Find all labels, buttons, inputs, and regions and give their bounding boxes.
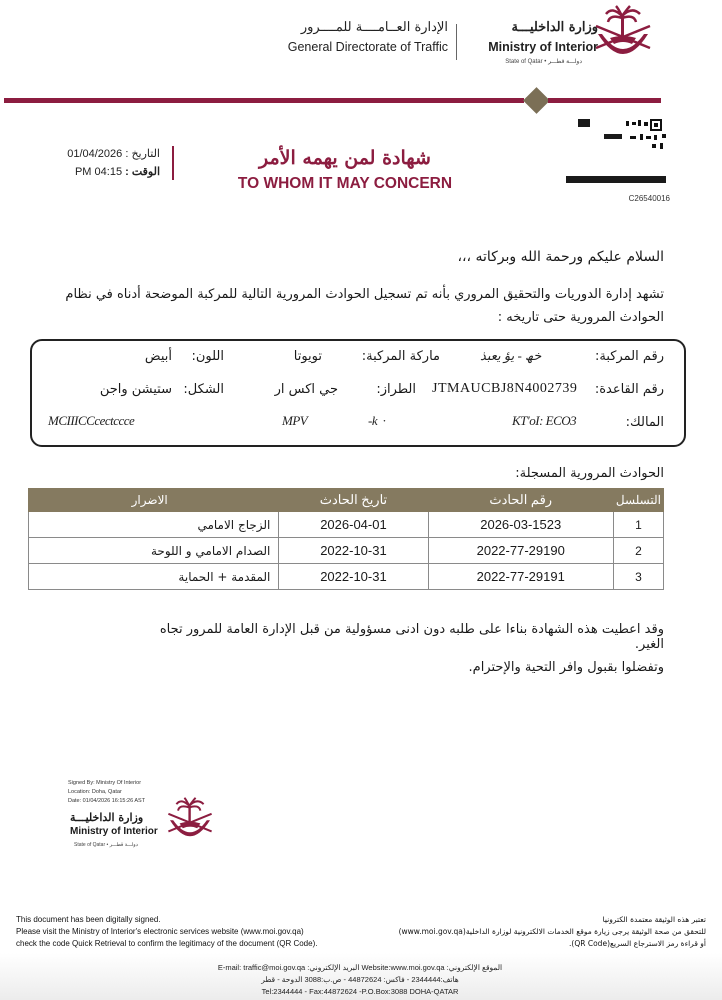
closing-statement: وقد اعطيت هذه الشهادة بناءا على طلبه دون ادنى مسؤولية من قبل الإدارة العامة للمرور تجاه الغير. xyxy=(159,622,664,652)
time-label: الوقت : xyxy=(125,166,160,178)
plate-label: رقم المركبة: xyxy=(595,349,664,364)
date-cell: 2026-04-01 xyxy=(279,512,428,538)
chassis-label: رقم القاعدة: xyxy=(594,382,664,397)
table-row xyxy=(29,564,664,590)
qatar-emblem-icon xyxy=(162,794,218,848)
owner-field-obscured: MPV xyxy=(282,413,308,428)
signed-date: Date: 01/04/2026 16:15:26 AST xyxy=(68,798,146,804)
footer-en-line: check the code Quick Retrieval to confirm the legitimacy of the document (QR Code). xyxy=(16,939,318,948)
seq-cell: 1 xyxy=(613,512,663,538)
footer-ar-line: تعتبر هذه الوثيقة معتمدة الكترونيا xyxy=(602,915,706,924)
intro-paragraph: تشهد إدارة الدوريات والتحقيق المروري بأنه تم تسجيل الحوادث المرورية التالية للمركبة الموضحة أدناه في نظام الحوادث المرورية حتى تاريخه : xyxy=(65,287,664,325)
header-band-diamond xyxy=(523,87,550,114)
qatar-emblem-icon xyxy=(588,4,658,66)
accident-number-cell: 2022-77-29190 xyxy=(428,538,613,564)
footer-ar-line: أو قراءة رمز الاسترجاع السريع(QR Code). xyxy=(569,939,706,948)
footer-en-line: This document has been digitally signed. xyxy=(16,915,161,924)
date-value: 01/04/2026 xyxy=(67,148,123,160)
obscured-mark xyxy=(604,134,622,139)
damage-cell: المقدمة + الحماية xyxy=(29,564,279,590)
model-label: الطراز: xyxy=(376,382,416,397)
signature-moi-arabic: وزارة الداخليـــة xyxy=(70,811,144,824)
model-value: جي اكس ار xyxy=(274,382,338,397)
contact-line: E-mail: traffic@moi.gov.qa :البريد الإلكتروني Website:www.moi.gov.qa :الموقع الإلكتروني xyxy=(217,963,503,972)
table-row xyxy=(29,512,664,538)
table-row xyxy=(29,538,664,564)
signed-by: Signed By: Ministry Of Interior xyxy=(68,780,142,786)
date-label: التاريخ : xyxy=(125,148,160,160)
seq-cell: 3 xyxy=(613,564,663,590)
signature-state-of-qatar: State of Qatar • دولـــة قطـــر xyxy=(74,842,138,848)
shape-value: ستيشن واجن xyxy=(99,382,172,397)
owner-field-obscured: -k · xyxy=(368,413,386,428)
owner-label: المالك: xyxy=(625,415,664,430)
page-title-arabic: شهادة لمن يهمه الأمر xyxy=(259,147,431,169)
owner-id-obscured: KT′oI: ECO3 xyxy=(512,413,577,428)
header-moi-english: Ministry of Interior xyxy=(488,40,598,54)
damage-cell: الصدام الامامي و اللوحة xyxy=(29,538,279,564)
accidents-table xyxy=(28,488,664,590)
contact-line: Tel:2344444 - Fax:44872624 -P.O.Box:3088 DOHA-QATAR xyxy=(261,987,459,996)
make-label: ماركة المركبة: xyxy=(361,349,440,364)
damage-cell: الزجاج الامامي xyxy=(29,512,279,538)
closing-regards: وتفضلوا بقبول وافر التحية والإحترام. xyxy=(468,660,664,675)
time-value: 04:15 PM xyxy=(74,166,123,178)
date-cell: 2022-10-31 xyxy=(279,564,428,590)
date-row xyxy=(40,147,160,160)
accident-number-cell: 2026-03-1523 xyxy=(428,512,613,538)
page-title-english: TO WHOM IT MAY CONCERN xyxy=(237,175,453,192)
column-damage: الاضرار xyxy=(29,489,279,512)
signed-location: Location: Doha, Qatar xyxy=(68,789,122,795)
header-divider xyxy=(456,24,457,60)
header-band-right xyxy=(548,98,661,103)
footer-ar-line: للتحقق من صحة الوثيقة يرجى زيارة موقع الخدمات الالكترونية لوزارة الداخلية(www.moi.gov.qa) xyxy=(398,927,706,936)
greeting: السلام عليكم ورحمة الله وبركاته ،،، xyxy=(457,249,664,265)
owner-name-obscured: MCIIICCcectccce xyxy=(48,413,135,428)
plate-value-obscured: ﺧﮫ - ﯾﺆ ﯾﻌﺒﺬ xyxy=(480,348,542,363)
seq-cell: 2 xyxy=(613,538,663,564)
footer-english-notice xyxy=(16,914,376,950)
color-value: أبيض xyxy=(144,349,172,364)
shape-label: الشكل: xyxy=(183,382,224,397)
obscured-mark xyxy=(578,119,590,127)
date-separator xyxy=(172,146,174,180)
qr-code-icon[interactable] xyxy=(622,118,668,152)
obscured-mark xyxy=(566,176,666,183)
header-gdt-english: General Directorate of Traffic xyxy=(287,40,448,54)
header-gdt-arabic: الإدارة العــامــــة للمــــرور xyxy=(300,20,448,35)
header-state-of-qatar: State of Qatar • دولـــة قطـــر xyxy=(505,59,582,65)
column-number: رقم الحادث xyxy=(428,489,613,512)
reference-number: C26540016 xyxy=(628,194,670,203)
color-label: اللون: xyxy=(191,349,224,364)
signature-moi-english: Ministry of Interior xyxy=(70,826,158,837)
column-date: تاريخ الحادث xyxy=(279,489,428,512)
contact-line: هاتف:2344444 - فاكس: 44872624 - ص.ب:3088 الدوحة - قطر xyxy=(261,975,459,984)
column-seq: التسلسل xyxy=(613,489,663,512)
header-band-left xyxy=(4,98,524,103)
footer-en-line: Please visit the Ministry of Interior's electronic services website (www.moi.gov.qa) xyxy=(16,927,304,936)
date-cell: 2022-10-31 xyxy=(279,538,428,564)
time-row xyxy=(40,165,160,178)
chassis-value: JTMAUCBJ8N4002739 xyxy=(432,381,578,396)
table-header-row xyxy=(29,489,664,512)
footer-arabic-notice xyxy=(380,914,706,950)
make-value: تويوتا xyxy=(293,349,322,364)
accident-number-cell: 2022-77-29191 xyxy=(428,564,613,590)
accidents-title: الحوادث المرورية المسجلة: xyxy=(515,466,664,481)
header-moi-arabic: وزارة الداخليـــة xyxy=(511,20,598,35)
